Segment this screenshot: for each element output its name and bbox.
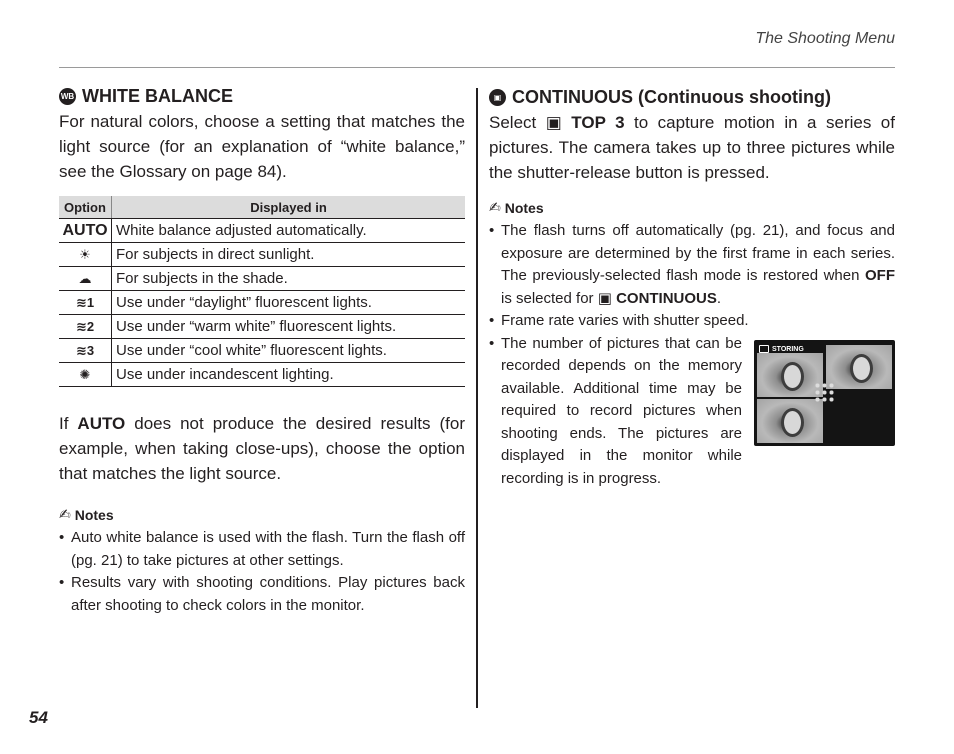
option-description: For subjects in the shade. <box>112 267 466 291</box>
list-item: • Frame rate varies with shutter speed. <box>489 310 895 333</box>
top3-keyword: TOP 3 <box>571 113 625 132</box>
white-balance-intro: For natural colors, choose a setting that matches the light source (for an explanation of “white balance,” see the Glossary on page 84). <box>59 112 465 181</box>
table-header-row <box>59 196 465 219</box>
fluorescent-cool-white-icon: ≋3 <box>59 339 112 363</box>
pencil-icon: ✍ <box>59 506 71 522</box>
continuous-heading <box>489 87 895 108</box>
white-balance-auto-paragraph: If AUTO does not produce the desired results (for example, when taking close-ups), choose the option that matches the light source. <box>59 414 465 483</box>
list-item: • The flash turns off automatically (pg. 21), and focus and exposure are determined by the first frame in each series. The previously-selected flash mode is restored when OFF is selected for ▣ CONTINUOUS. <box>489 220 895 310</box>
continuous-intro: Select ▣ TOP 3 to capture motion in a series of pictures. The camera takes up to three pictures while the shutter-release button is pressed. <box>489 113 895 182</box>
list-item: • The number of pictures that can be recorded depends on the memory available. Additional time may be required to record pictures when shooting ends. The pictures are displayed in the monitor while recording is in progress. <box>489 333 742 491</box>
table-row <box>59 267 465 291</box>
card-icon <box>759 345 769 353</box>
option-description: Use under “warm white” fluorescent lights. <box>112 315 466 339</box>
table-header-option: Option <box>59 196 112 219</box>
continuous-mode-icon: ▣ <box>489 89 506 106</box>
continuous-inline-icon: ▣ <box>597 289 617 307</box>
column-divider <box>476 88 478 708</box>
list-item: • Results vary with shooting conditions. Play pictures back after shooting to check colors in the monitor. <box>59 572 465 617</box>
table-row <box>59 315 465 339</box>
table-header-displayed: Displayed in <box>112 196 466 219</box>
header-divider <box>59 67 895 68</box>
fluorescent-warm-white-icon: ≋2 <box>59 315 112 339</box>
white-balance-icon: WB <box>59 88 76 105</box>
list-item: • Auto white balance is used with the flash. Turn the flash off (pg. 21) to take pictures at other settings. <box>59 527 465 572</box>
camera-screen-illustration <box>754 340 895 446</box>
page-number: 54 <box>29 708 48 727</box>
continuous-title: CONTINUOUS (Continuous shooting) <box>512 87 831 107</box>
option-description: For subjects in direct sunlight. <box>112 243 466 267</box>
white-balance-notes <box>59 527 465 617</box>
thumbnail-3 <box>757 399 823 443</box>
header-title: The Shooting Menu <box>755 30 895 47</box>
progress-dots <box>814 382 836 404</box>
option-description: Use under “daylight” fluorescent lights. <box>112 291 466 315</box>
notes-heading: ✍ Notes <box>489 199 544 216</box>
top3-icon: ▣ <box>545 113 572 132</box>
option-description: Use under “cool white” fluorescent lights. <box>112 339 466 363</box>
table-row <box>59 339 465 363</box>
table-row <box>59 291 465 315</box>
option-description: Use under incandescent lighting. <box>112 363 466 387</box>
incandescent-icon: ✺ <box>59 363 112 387</box>
option-auto: AUTO <box>59 219 112 243</box>
notes-heading: ✍ Notes <box>59 506 114 523</box>
table-row <box>59 243 465 267</box>
shade-icon: ☁ <box>59 267 112 291</box>
table-row <box>59 363 465 387</box>
sun-icon: ☀ <box>59 243 112 267</box>
white-balance-title: WHITE BALANCE <box>82 86 233 106</box>
storing-indicator: STORING <box>759 345 804 353</box>
auto-keyword: AUTO <box>77 414 126 433</box>
white-balance-heading <box>59 86 465 107</box>
white-balance-section <box>59 86 465 617</box>
option-description: White balance adjusted automatically. <box>112 219 466 243</box>
white-balance-table <box>59 196 465 387</box>
pencil-icon: ✍ <box>489 199 501 215</box>
table-row <box>59 219 465 243</box>
fluorescent-daylight-icon: ≋1 <box>59 291 112 315</box>
